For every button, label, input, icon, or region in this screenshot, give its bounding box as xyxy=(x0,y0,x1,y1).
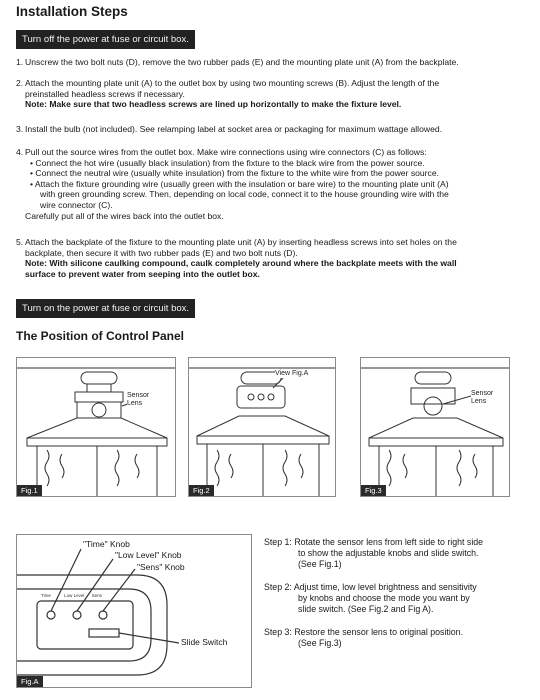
sensor-lens-label xyxy=(127,392,149,408)
side-step-text: (See Fig.3) xyxy=(298,638,342,649)
side-step-2 xyxy=(264,582,532,616)
step-number: 2. xyxy=(16,78,24,88)
fixture-illustration xyxy=(361,358,510,497)
step-text: Install the bulb (not included). See relamping label at socket area or packaging for maximum wattage allowed. xyxy=(25,124,443,134)
figure-2 xyxy=(188,357,336,497)
sensor-lens-label xyxy=(471,390,493,406)
step-text: Pull out the source wires from the outlet box. Make wire connections using wire connectors (C) as follows: xyxy=(25,147,427,157)
bullet-item: • Connect the hot wire (usually black insulation) from the fixture to the black wire from the power source. xyxy=(30,157,425,168)
time-knob-label: "Time" Knob xyxy=(83,539,130,549)
figure-A xyxy=(16,534,252,688)
side-step-3 xyxy=(264,627,532,649)
step-number: 3. xyxy=(16,124,24,134)
fixture-illustration xyxy=(17,358,176,497)
side-step-text: (See Fig.1) xyxy=(298,559,342,570)
figure-tag: Fig.2 xyxy=(189,485,214,496)
step-1 xyxy=(16,57,528,68)
panel-label: Low Level xyxy=(64,593,85,598)
step-5 xyxy=(16,237,528,279)
side-step-text: Step 1: Rotate the sensor lens from left side to right side xyxy=(264,537,484,547)
step-text: Carefully put all of the wires back into the outlet box. xyxy=(25,210,224,221)
side-step-text: Step 2: Adjust time, low level brightness and sensitivity xyxy=(264,582,477,592)
step-text: preinstalled headless screws if necessary. xyxy=(25,88,185,99)
step-text: backplate, then secure it with two rubber pads (E) and two bolt nuts (D). xyxy=(25,247,298,258)
slide-switch-label: Slide Switch xyxy=(181,637,228,647)
step-text: Unscrew the two bolt nuts (D), remove the two rubber pads (E) and the mounting plate unit (A) from the backplate. xyxy=(25,57,459,67)
low-level-knob-label: "Low Level" Knob xyxy=(115,550,182,560)
step-number: 5. xyxy=(16,237,24,247)
view-figA-label: View Fig.A xyxy=(275,370,309,377)
bullet-item: wire connector (C). xyxy=(40,199,113,210)
page-title: Installation Steps xyxy=(16,4,128,19)
step-3 xyxy=(16,124,528,135)
power-off-banner: Turn off the power at fuse or circuit box. xyxy=(16,30,195,49)
step-text: Attach the backplate of the fixture to the mounting plate unit (A) by inserting headless screws into set holes on the xyxy=(25,237,457,247)
side-step-text: by knobs and choose the mode you want by xyxy=(298,593,470,604)
figure-tag: Fig.1 xyxy=(17,485,42,496)
power-on-banner: Turn on the power at fuse or circuit box. xyxy=(16,299,195,318)
step-number: 1. xyxy=(16,57,24,67)
step-note: Note: With silicone caulking compound, caulk completely around where the backplate meets with the wall xyxy=(25,258,457,269)
figure-1 xyxy=(16,357,176,497)
step-4 xyxy=(16,147,528,221)
callout-text: Sensor Lens xyxy=(127,392,150,407)
bullet-item: with green grounding screw. Then, depending on local code, connect it to the house grounding wire with the xyxy=(40,189,449,200)
section-title: The Position of Control Panel xyxy=(16,329,184,343)
step-2 xyxy=(16,78,528,110)
panel-label: Sens xyxy=(91,593,102,598)
step-note: surface to prevent water from seeping into the outlet box. xyxy=(25,268,260,279)
step-text: Attach the mounting plate unit (A) to the outlet box by using two mounting screws (B). Adjust the length of the xyxy=(25,78,440,88)
panel-labels xyxy=(41,593,102,598)
step-number: 4. xyxy=(16,147,24,157)
fixture-illustration xyxy=(189,358,336,497)
sens-knob-label: "Sens" Knob xyxy=(137,562,185,572)
side-step-text: slide switch. (See Fig.2 and Fig A). xyxy=(298,604,434,615)
figure-tag: Fig.3 xyxy=(361,485,386,496)
figure-3 xyxy=(360,357,510,497)
step-note: Note: Make sure that two headless screws are lined up horizontally to make the fixture level. xyxy=(25,99,402,110)
callout-text: Sensor Lens xyxy=(471,390,494,405)
panel-label: Time xyxy=(41,593,51,598)
figure-tag: Fig.A xyxy=(17,676,43,687)
bullet-item: • Attach the fixture grounding wire (usually green with the insulation or bare wire) to the mounting plate unit (A) xyxy=(30,178,449,189)
bullet-item: • Connect the neutral wire (usually white insulation) from the fixture to the white wire from the power source. xyxy=(30,168,440,179)
side-step-text: to show the adjustable knobs and slide switch. xyxy=(298,548,479,559)
side-step-1 xyxy=(264,537,532,571)
side-step-text: Step 3: Restore the sensor lens to original position. xyxy=(264,627,464,637)
